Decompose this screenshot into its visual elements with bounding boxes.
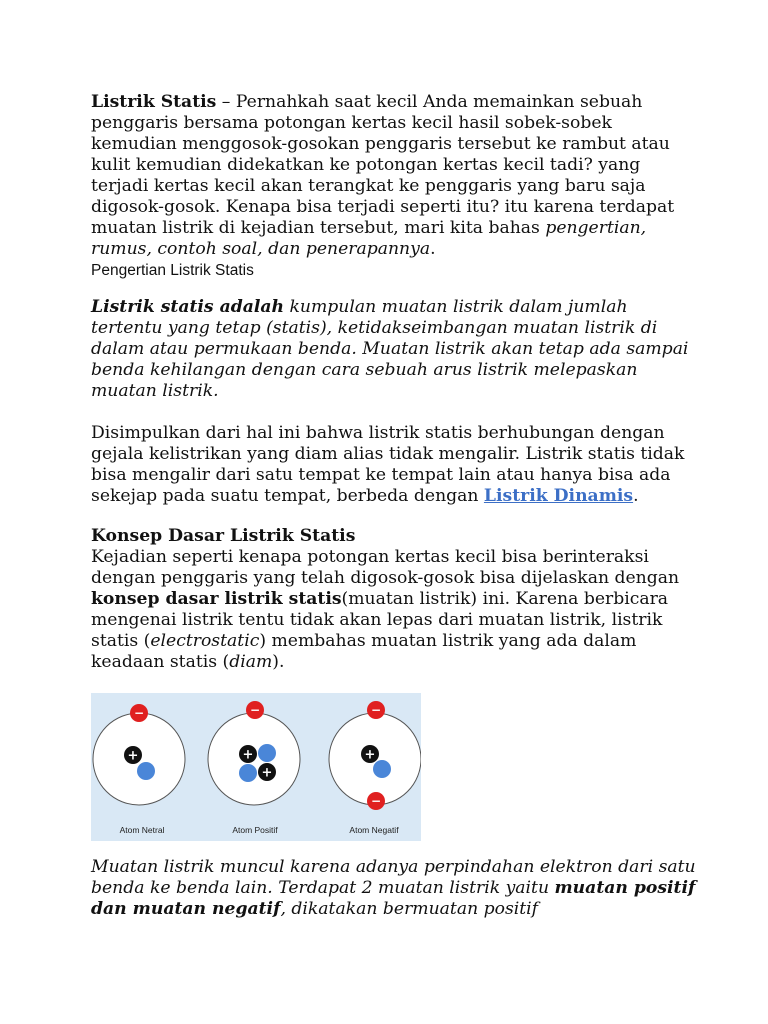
proton-plus-sign: + xyxy=(261,765,273,781)
neutron xyxy=(373,760,391,778)
atom-positif xyxy=(208,701,300,835)
proton-plus-sign: + xyxy=(364,747,376,763)
listrik-dinamis-link[interactable]: Listrik Dinamis xyxy=(483,486,634,506)
atom-negatif xyxy=(329,701,421,835)
intro-italic: pengertian, rumus, contoh soal, dan penerapannya xyxy=(91,218,647,259)
muatan-italic-2: , dikatakan bermuatan positif xyxy=(280,899,539,919)
atom-netral xyxy=(93,704,185,835)
intro-text: – Pernahkah saat kecil Anda memainkan sebuah penggaris bersama potongan kertas kecil hasil sobek-sobek kemudian menggosok-gosokan penggaris tersebut ke rambut atau kulit kemudian didekatkan ke potongan kertas kecil tadi? yang terjadi kertas kecil akan terangkat ke penggaris yang baru saja digosok-gosok. Kenapa bisa terjadi seperti itu? itu karena terdapat muatan listrik di kejadian tersebut, mari kita bahas xyxy=(91,92,675,238)
proton-plus-sign: + xyxy=(242,747,254,763)
muatan-bold-italic: muatan positif dan muatan negatif xyxy=(91,878,696,919)
muatan-paragraph xyxy=(91,857,701,920)
conclusion-text: Disimpulkan dari hal ini bahwa listrik statis berhubungan dengan gejala kelistrikan yang diam alias tidak mengalir. Listrik statis tidak bisa mengalir dari satu tempat ke tempat lain atau hanya bisa ada sekejap pada suatu tempat, berbeda dengan xyxy=(91,423,685,506)
atom-diagram-svg xyxy=(91,693,421,841)
caption-atom-netral: Atom Netral xyxy=(119,825,165,835)
electron-minus-sign: − xyxy=(249,703,261,717)
intro-bold-title: Listrik Statis xyxy=(91,92,217,112)
caption-atom-positif: Atom Positif xyxy=(232,825,278,835)
electron-minus-sign: − xyxy=(133,706,145,720)
heading-konsep-dasar: Konsep Dasar Listrik Statis xyxy=(91,526,356,546)
electron-minus-sign: − xyxy=(370,794,382,808)
konsep-paragraph xyxy=(91,547,691,673)
konsep-text-1: Kejadian seperti kenapa potongan kertas kecil bisa berinteraksi dengan penggaris yang telah digosok-gosok bisa dijelaskan dengan xyxy=(91,547,680,588)
conclusion-end: . xyxy=(633,486,639,506)
konsep-text-4: ). xyxy=(272,652,285,672)
proton-plus-sign: + xyxy=(127,748,139,764)
atom-diagram xyxy=(91,693,421,841)
konsep-bold: konsep dasar listrik statis xyxy=(91,589,342,609)
konsep-text-2: (muatan listrik) ini. Karena berbicara mengenai listrik tentu tidak akan lepas dari muatan listrik, listrik statis ( xyxy=(91,589,669,651)
conclusion-paragraph xyxy=(91,423,691,507)
definition-paragraph xyxy=(91,297,691,402)
caption-atom-negatif: Atom Negatif xyxy=(349,825,399,835)
konsep-text-3: ) membahas muatan listrik yang ada dalam keadaan statis ( xyxy=(91,631,637,672)
konsep-italic-1: electrostatic xyxy=(150,631,260,651)
neutron xyxy=(258,744,276,762)
definition-bold-italic: Listrik statis adalah xyxy=(91,297,285,317)
muatan-italic-1: Muatan listrik muncul karena adanya perpindahan elektron dari satu benda ke benda lain. Terdapat 2 muatan listrik yaitu xyxy=(91,857,696,898)
konsep-italic-2: diam xyxy=(229,652,273,672)
electron-minus-sign: − xyxy=(370,703,382,717)
heading-pengertian: Pengertian Listrik Statis xyxy=(91,262,254,279)
intro-paragraph xyxy=(91,92,691,260)
neutron xyxy=(137,762,155,780)
intro-end: . xyxy=(430,239,436,259)
definition-italic: kumpulan muatan listrik dalam jumlah tertentu yang tetap (statis), ketidakseimbangan muatan listrik di dalam atau permukaan benda. Muatan listrik akan tetap ada sampai benda kehilangan dengan cara sebuah arus listrik melepaskan muatan listrik. xyxy=(91,297,689,401)
neutron xyxy=(239,764,257,782)
